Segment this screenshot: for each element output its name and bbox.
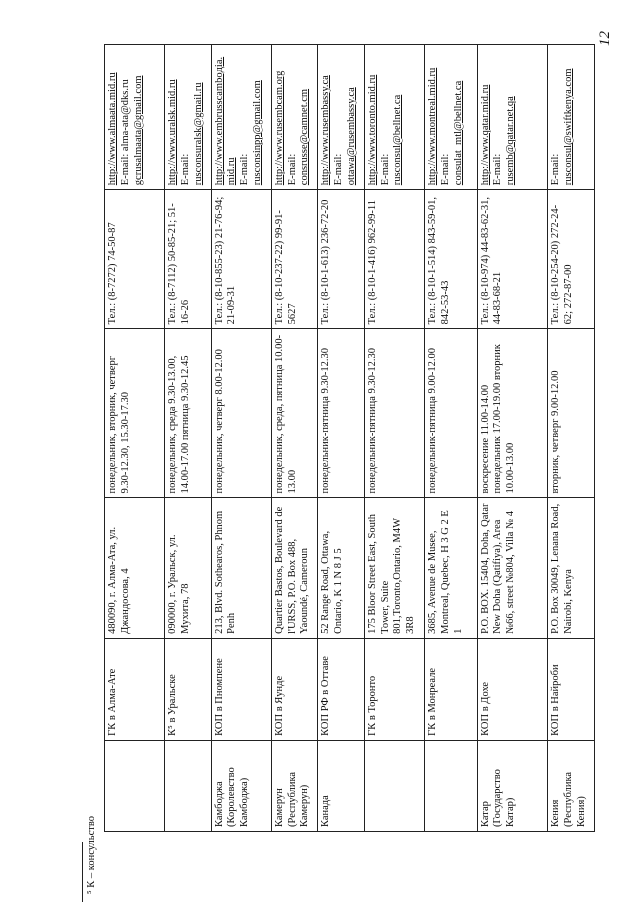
- address-cell: 090000, г. Уральск, ул. Мухита, 78: [165, 498, 212, 638]
- hours-cell: понедельник-пятница 9.30-12.30: [364, 329, 424, 498]
- table-row: [105, 45, 165, 832]
- website-link[interactable]: http://www.montreal.mid.ru: [427, 67, 439, 186]
- web-cell: [105, 45, 165, 190]
- phone-cell: Тел.: (8-7272) 74-50-87: [105, 190, 165, 329]
- phone-cell: Тел.: (8-10-1-613) 236-72-20: [318, 190, 365, 329]
- phone-cell: Тел.: (8-7112) 50-85-21; 51-16-26: [165, 190, 212, 329]
- email-link[interactable]: ottawa@rusembassy.ca: [345, 87, 357, 186]
- hours-cell: понедельник, среда, пятница 10.00-13.00: [271, 329, 318, 498]
- email-label: E-mail:: [333, 153, 345, 186]
- email-label: E-mail:: [179, 153, 191, 186]
- country-cell: Камерун (Республика Камерун): [271, 740, 318, 831]
- hours-cell: вторник, четверг 9.00-12.00: [548, 329, 595, 498]
- hours-cell: понедельник-пятница 9.00-12.00: [425, 329, 478, 498]
- email-line: E-mail: alma-ata@dks.ru: [119, 79, 131, 186]
- website-link[interactable]: http://www.rusembcam.org: [273, 70, 285, 186]
- phone-cell: Тел.: (8-10-1-416) 962-99-11: [364, 190, 424, 329]
- address-cell: 213, Blvd. Sothearos, Phnom Penh: [211, 498, 271, 638]
- country-cell: [425, 740, 478, 831]
- website-link[interactable]: http://www.rusembassy.ca: [320, 75, 332, 186]
- table-row: [477, 45, 548, 832]
- website-link[interactable]: http://www.toronto.mid.ru: [366, 74, 378, 186]
- mission-cell: КОП в Дохе: [477, 638, 548, 740]
- address-cell: P.O. BOX. 15404, Doha, Qatar New Doha (Qatifiya), Area №66, street №804, Villa № 4: [477, 498, 548, 638]
- hours-cell: воскресение 11.00-14.00 понедельник 17.00-19.00 вторник 10.00-13.00: [477, 329, 548, 498]
- web-cell: [211, 45, 271, 190]
- email-label: E-mail:: [492, 153, 504, 186]
- email-link[interactable]: rusconsul@swiftkenya.com: [563, 68, 575, 186]
- mission-cell: К⁵ в Уральске: [165, 638, 212, 740]
- website-link[interactable]: http://www.embrusscamboдia.mid.ru: [213, 56, 238, 186]
- table-row: [211, 45, 271, 832]
- mission-cell: КОП в Найроби: [548, 638, 595, 740]
- mission-cell: КОП РФ в Оттаве: [318, 638, 365, 740]
- web-cell: [165, 45, 212, 190]
- email-link[interactable]: rusconsuralsk@gmail.ru: [192, 82, 204, 186]
- hours-cell: понедельник, четверг 8.00-12.00: [211, 329, 271, 498]
- rotated-table-container: [104, 44, 595, 832]
- address-cell: 52 Range Road, Ottawa, Ontario, K 1 N 8 J 5: [318, 498, 365, 638]
- email-link[interactable]: rusemb@qatar.net.qa: [505, 96, 517, 186]
- mission-cell: ГК в Алма-Ате: [105, 638, 165, 740]
- table-row: [165, 45, 212, 832]
- email-link[interactable]: rusconsul@bellnet.ca: [392, 94, 404, 186]
- table-row: [318, 45, 365, 832]
- address-cell: 3685, Avenue de Musee, Montreal, Quebec, H 3 G 2 E 1: [425, 498, 478, 638]
- website-link[interactable]: http://www.uralsk.mid.ru: [167, 79, 179, 186]
- web-cell: [364, 45, 424, 190]
- website-link[interactable]: http://www.almaata.mid.ru: [107, 72, 118, 186]
- footnote-divider: [82, 842, 83, 902]
- table-row: [364, 45, 424, 832]
- web-cell: [318, 45, 365, 190]
- country-cell: [364, 740, 424, 831]
- mission-cell: КОП в Яунде: [271, 638, 318, 740]
- phone-cell: Тел.: (8-10-1-514) 843-59-01, 842-53-43: [425, 190, 478, 329]
- web-cell: [477, 45, 548, 190]
- country-cell: Канада: [318, 740, 365, 831]
- email-label: E-mail:: [379, 153, 391, 186]
- address-cell: 480090, г. Алма-Ата, ул. Джандосова, 4: [105, 498, 165, 638]
- email-link[interactable]: consulat_mtl@bellnet.ca: [452, 80, 464, 186]
- country-cell: Камбоджа (Королевство Камбоджа): [211, 740, 271, 831]
- country-cell: [165, 740, 212, 831]
- email-label: E-mail:: [286, 153, 298, 186]
- website-link[interactable]: http://www.qatar.mid.ru: [479, 84, 491, 186]
- email-link[interactable]: gcrusalmaata@gmail.com: [132, 75, 144, 186]
- country-cell: Катар (Государство Катар): [477, 740, 548, 831]
- hours-cell: понедельник-пятница 9.30-12.30: [318, 329, 365, 498]
- address-cell: 175 Bloor Street East, South Tower, Suite 801,Toronto,Ontario, M4W 3R8: [364, 498, 424, 638]
- hours-cell: понедельник, вторник, четверг 9.30-12.30, 15.30-17.30: [105, 329, 165, 498]
- footnote: ⁵ К – консульство: [86, 816, 97, 894]
- email-label: E-mail:: [239, 153, 251, 186]
- web-cell: [548, 45, 595, 190]
- web-cell: [425, 45, 478, 190]
- table-row: [548, 45, 595, 832]
- consulates-table: [104, 44, 595, 832]
- web-cell: [271, 45, 318, 190]
- phone-cell: Тел.: (8-10-974) 44-83-62-31, 44-83-68-21: [477, 190, 548, 329]
- email-label: E-mail:: [550, 153, 562, 186]
- address-cell: P.O. Box 30049, Lenana Road, Nairobi, Kenya: [548, 498, 595, 638]
- country-cell: [105, 740, 165, 831]
- mission-cell: ГК в Монреале: [425, 638, 478, 740]
- phone-cell: Тел.: (8-10-237-22) 99-91-5627: [271, 190, 318, 329]
- phone-cell: Тел.: (8-10-254-20) 272-24-62; 272-87-00: [548, 190, 595, 329]
- email-link[interactable]: consrusse@camnet.cm: [299, 88, 311, 186]
- table-row: [425, 45, 478, 832]
- page-number: 12: [597, 31, 613, 46]
- country-cell: Кения (Республика Кения): [548, 740, 595, 831]
- phone-cell: Тел.: (8-10-855-23) 21-76-94; 21-09-31: [211, 190, 271, 329]
- hours-cell: понедельник, среда 9.30-13.00, 14.00-17.00 пятница 9.30-12.45: [165, 329, 212, 498]
- address-cell: Quartier Bastos, Boulevard de l'URSS, P.O. Box 488, Yaoundé, Cameroun: [271, 498, 318, 638]
- mission-cell: ГК в Торонто: [364, 638, 424, 740]
- table-row: [271, 45, 318, 832]
- mission-cell: КОП в Пномпене: [211, 638, 271, 740]
- email-label: E-mail:: [439, 153, 451, 186]
- email-link[interactable]: rusconsinpp@gmail.com: [251, 80, 263, 186]
